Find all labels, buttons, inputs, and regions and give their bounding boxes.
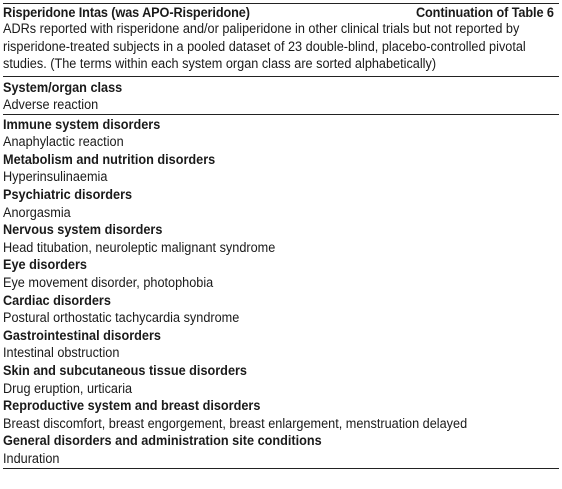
adverse-reaction-text: Drug eruption, urticaria — [3, 380, 133, 396]
table-body — [3, 115, 559, 468]
column-headers — [3, 77, 559, 114]
continuation-label: Continuation of Table 6 — [415, 5, 554, 20]
table-intro-text: ADRs reported with risperidone and/or paliperidone in other clinical trials but not reported by risperidone-treated subjects in a pooled dataset of 23 double-blind, placebo-controlled pivotal studies. (The terms within each system organ class are sorted alphabetically) — [3, 21, 526, 71]
document-page — [3, 0, 559, 469]
table-header-line — [3, 5, 558, 20]
column-header-reaction: Adverse reaction — [3, 97, 99, 113]
adverse-reaction-text: Induration — [3, 450, 60, 466]
bottom-rule — [3, 468, 559, 469]
adverse-reaction-text: Anorgasmia — [3, 204, 71, 220]
system-class-heading: Nervous system disorders — [3, 222, 163, 238]
adverse-reaction-text: Postural orthostatic tachycardia syndrome — [3, 310, 240, 326]
system-class-heading: General disorders and administration site conditions — [3, 433, 322, 449]
system-class-heading: Metabolism and nutrition disorders — [3, 151, 216, 167]
column-header-class: System/organ class — [3, 79, 123, 95]
system-class-heading: Skin and subcutaneous tissue disorders — [3, 363, 248, 378]
system-class-heading: Gastrointestinal disorders — [3, 327, 161, 343]
system-class-heading: Reproductive system and breast disorders — [3, 398, 261, 414]
adverse-reaction-text: Breast discomfort, breast engorgement, breast enlargement, menstruation delayed — [3, 415, 468, 431]
system-class-heading: Cardiac disorders — [3, 292, 111, 308]
adverse-reaction-text: Hyperinsulinaemia — [3, 169, 108, 185]
adverse-reaction-text: Intestinal obstruction — [3, 345, 120, 361]
system-class-heading: Psychiatric disorders — [3, 187, 133, 203]
adverse-reaction-text: Head titubation, neuroleptic malignant syndrome — [3, 239, 276, 255]
adverse-reaction-text: Anaphylactic reaction — [3, 134, 124, 150]
adverse-reaction-text: Eye movement disorder, photophobia — [3, 275, 214, 291]
system-class-heading: Eye disorders — [3, 257, 87, 273]
product-title: Risperidone Intas (was APO-Risperidone) — [3, 5, 250, 20]
system-class-heading: Immune system disorders — [3, 116, 161, 132]
top-rule — [3, 3, 559, 4]
